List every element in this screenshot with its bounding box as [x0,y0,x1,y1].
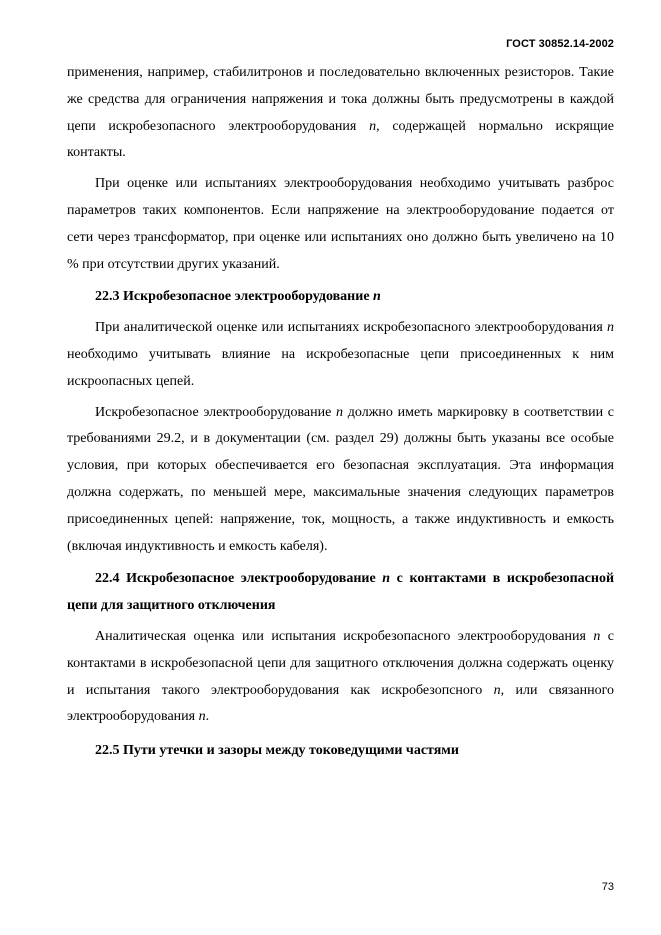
text-run: с контактами в искробезопасной цепи для защитного отключения [67,571,615,614]
text-run: применения, например, стабилитронов и последовательно включенных резисторов. Такие же средства для ограничения напряжения и тока должны быть предусмотрены в каждой цепи искробезопасного электрооборудования [67,65,614,134]
body-paragraph [67,315,614,395]
body-paragraph [67,624,614,731]
italic-symbol: n [493,682,501,698]
body-paragraph [67,171,614,278]
italic-symbol: n [198,709,206,725]
text-run: При аналитической оценке или испытаниях искробезопасного электрооборудования [95,320,607,336]
body-paragraph [67,60,614,167]
text-run: При оценке или испытаниях электрооборудования необходимо учитывать разброс параметров таких компонентов. Если напряжение на электрооборудование подается от сети через трансформатор, при оценке или испытаниях оно должно быть увеличено на 10 % при отсутствии других указаний. [67,176,614,272]
text-run: должно иметь маркировку в соответствии с требованиями 29.2, и в документации (см. раздел 29) должны быть указаны все особые условия, при которых обеспечивается его безопасная эксплуатация. Эта информация должна содержать, по меньшей мере, максимальные значения следующих параметров присоединенных цепей: напряжение, ток, мощность, а также индуктивность и емкость (включая индуктивность и емкость кабеля). [67,404,615,554]
page-body [67,60,614,765]
text-run: с контактами в искробезопасной цепи для защитного отключения должна содержать оценку и испытания такого электрооборудования как искробезопсного [67,628,614,698]
italic-symbol: n [382,571,391,587]
italic-symbol: n [336,404,344,420]
text-run: 22.3 Искробезопасное электрооборудование [95,289,374,305]
text-run: Аналитическая оценка или испытания искробезопасного электрооборудования [95,628,594,644]
text-run: , содержащей нормально искрящие контакты. [67,118,614,161]
italic-symbol: n [593,628,601,644]
text-run: 22.5 Пути утечки и зазоры между токоведущими частями [95,743,459,759]
text-run: 22.4 Искробезопасное электрооборудование [95,571,383,587]
text-run: . [205,709,210,725]
italic-symbol: n [369,118,377,134]
section-heading [67,566,614,620]
text-run: Искробезопасное электрооборудование [95,404,337,420]
body-paragraph [67,400,614,561]
text-run: необходимо учитывать влияние на искробезопасные цепи присоединенных к ним искроопасных цепей. [67,346,614,389]
italic-symbol: n [607,320,614,336]
italic-symbol: n [373,289,381,305]
page-number: 73 [601,881,614,893]
section-heading [67,738,614,765]
text-run: , или связанного электрооборудования [67,682,615,725]
section-heading [67,284,614,311]
document-code-header: ГОСТ 30852.14-2002 [506,38,614,50]
